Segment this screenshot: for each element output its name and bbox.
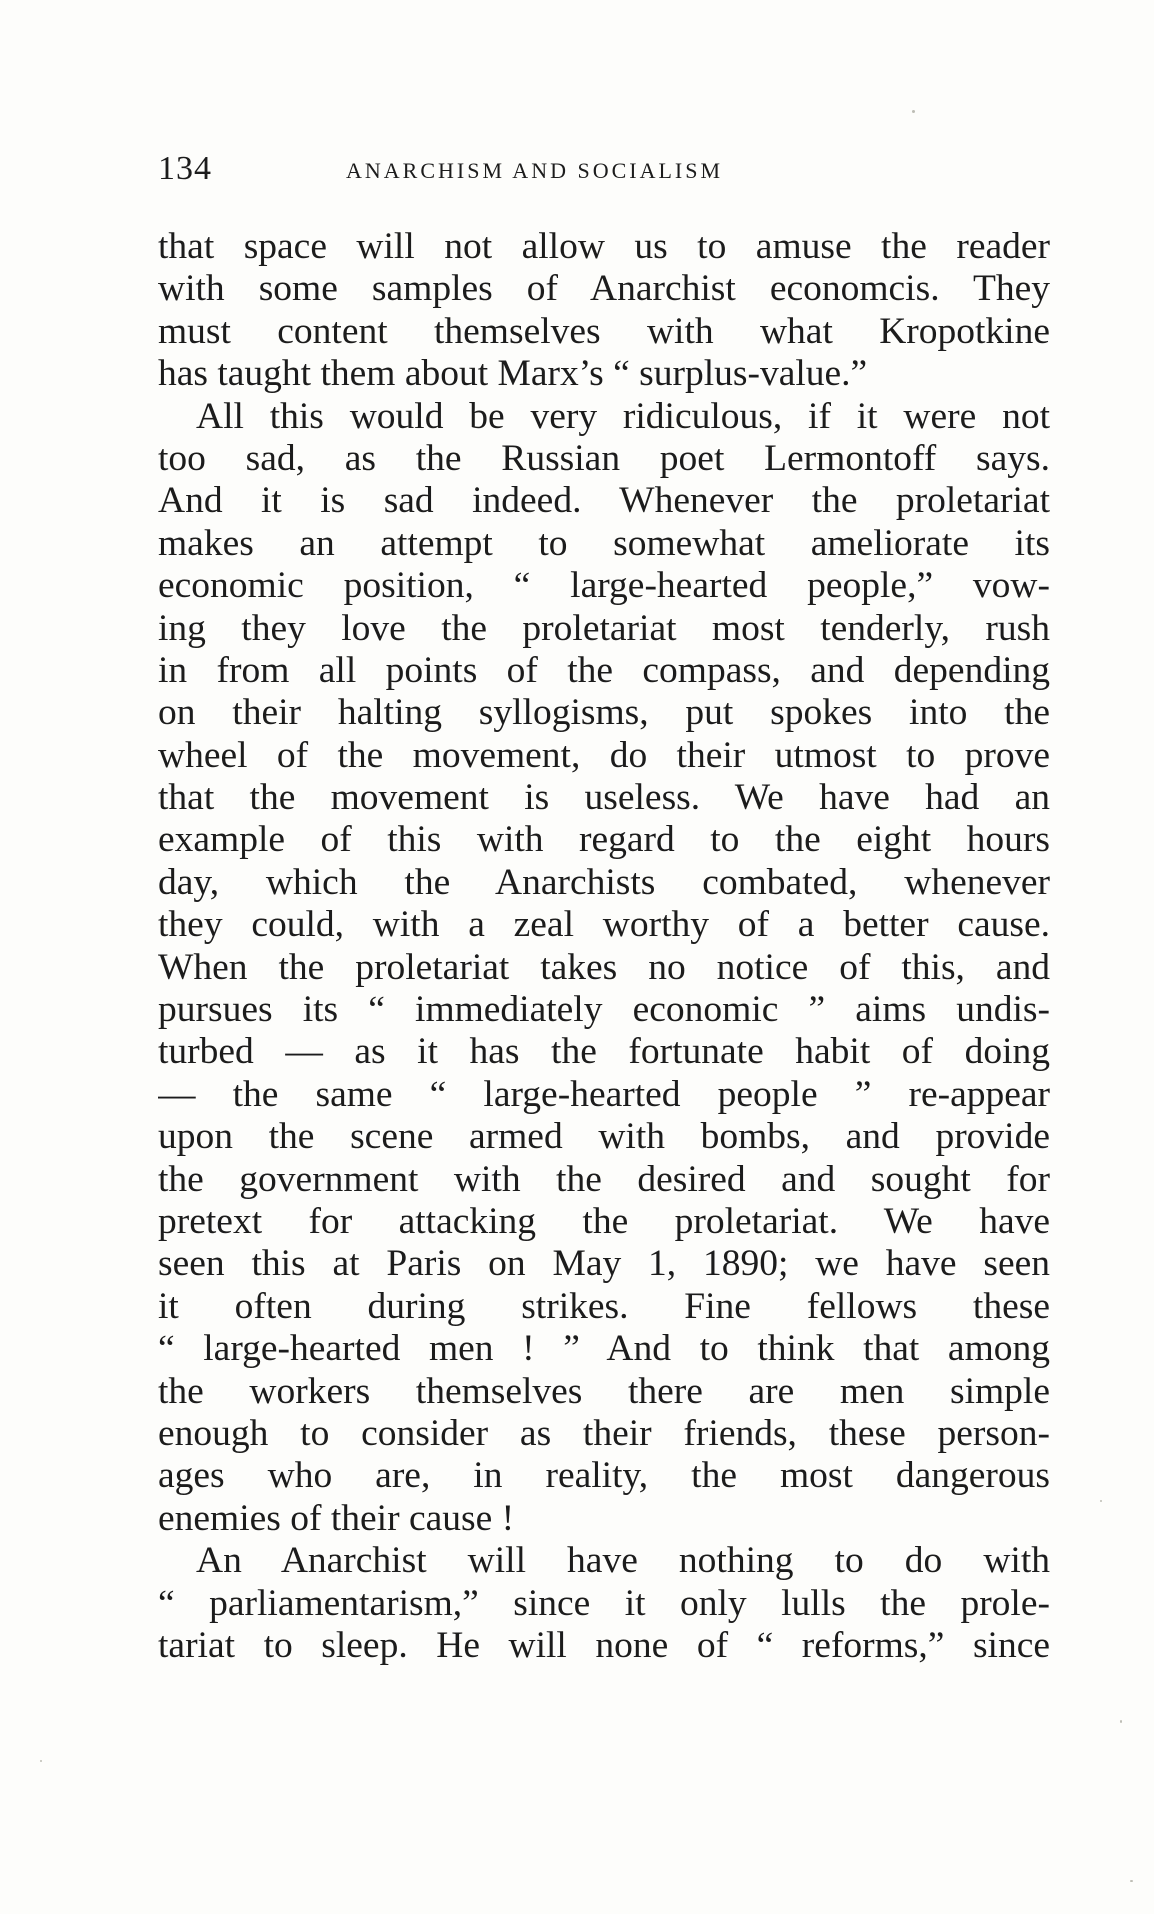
text-line: that the movement is useless. We have had an	[158, 777, 1050, 819]
text-line: pretext for attacking the proletariat. We have	[158, 1200, 1050, 1242]
text-line: that space will not allow us to amuse the reader	[158, 226, 1050, 267]
text-line: ing they love the proletariat most tenderly, rush	[158, 607, 1050, 649]
text-line: enough to consider as their friends, these person-	[158, 1412, 1050, 1454]
text-line: pursues its “ immediately economic ” aims undis-	[158, 989, 1050, 1031]
text-line: the workers themselves there are men simple	[158, 1370, 1050, 1412]
text-line: ages who are, in reality, the most dangerous	[158, 1455, 1050, 1497]
text-line: has taught them about Marx’s “ surplus-value.”	[158, 353, 868, 395]
page-number: 134	[158, 150, 212, 187]
text-line: “ large-hearted men ! ” And to think that among	[158, 1328, 1050, 1370]
paper-speck	[1130, 1880, 1133, 1882]
paragraph-start-line: All this would be very ridiculous, if it were not	[196, 395, 1050, 437]
text-line: must content themselves with what Kropotkine	[158, 310, 1050, 352]
text-line: turbed — as it has the fortunate habit of doing	[158, 1031, 1050, 1073]
text-line: wheel of the movement, do their utmost to prove	[158, 734, 1050, 776]
paper-speck	[912, 110, 915, 113]
text-line: the government with the desired and sought for	[158, 1158, 1050, 1200]
paper-speck	[1100, 1500, 1102, 1502]
text-line: example of this with regard to the eight hours	[158, 819, 1050, 861]
text-line: — the same “ large-hearted people ” re-appear	[158, 1073, 1050, 1115]
text-line: economic position, “ large-hearted people,” vow-	[158, 565, 1050, 607]
text-line: And it is sad indeed. Whenever the proletariat	[158, 480, 1050, 522]
text-line: with some samples of Anarchist economcis. They	[158, 268, 1050, 310]
text-line: makes an attempt to somewhat ameliorate its	[158, 522, 1050, 564]
text-line: upon the scene armed with bombs, and provide	[158, 1116, 1050, 1158]
paper-speck	[1120, 1720, 1122, 1723]
text-line: “ parliamentarism,” since it only lulls the prole-	[158, 1582, 1050, 1624]
paper-speck	[40, 1760, 42, 1762]
body-text	[158, 226, 1050, 1667]
page-header	[158, 150, 1050, 194]
text-line: enemies of their cause !	[158, 1497, 515, 1539]
running-head: ANARCHISM AND SOCIALISM	[346, 158, 724, 183]
text-line: day, which the Anarchists combated, whenever	[158, 861, 1050, 903]
paragraph-start-line: An Anarchist will have nothing to do with	[196, 1540, 1050, 1582]
text-line: seen this at Paris on May 1, 1890; we have seen	[158, 1243, 1050, 1285]
text-line: too sad, as the Russian poet Lermontoff says.	[158, 437, 1050, 479]
text-line: When the proletariat takes no notice of this, and	[158, 946, 1050, 988]
text-line: in from all points of the compass, and depending	[158, 649, 1050, 691]
text-line: it often during strikes. Fine fellows these	[158, 1285, 1050, 1327]
text-line: on their halting syllogisms, put spokes into the	[158, 692, 1050, 734]
text-line: tariat to sleep. He will none of “ reforms,” since	[158, 1624, 1050, 1666]
text-line: they could, with a zeal worthy of a better cause.	[158, 904, 1050, 946]
